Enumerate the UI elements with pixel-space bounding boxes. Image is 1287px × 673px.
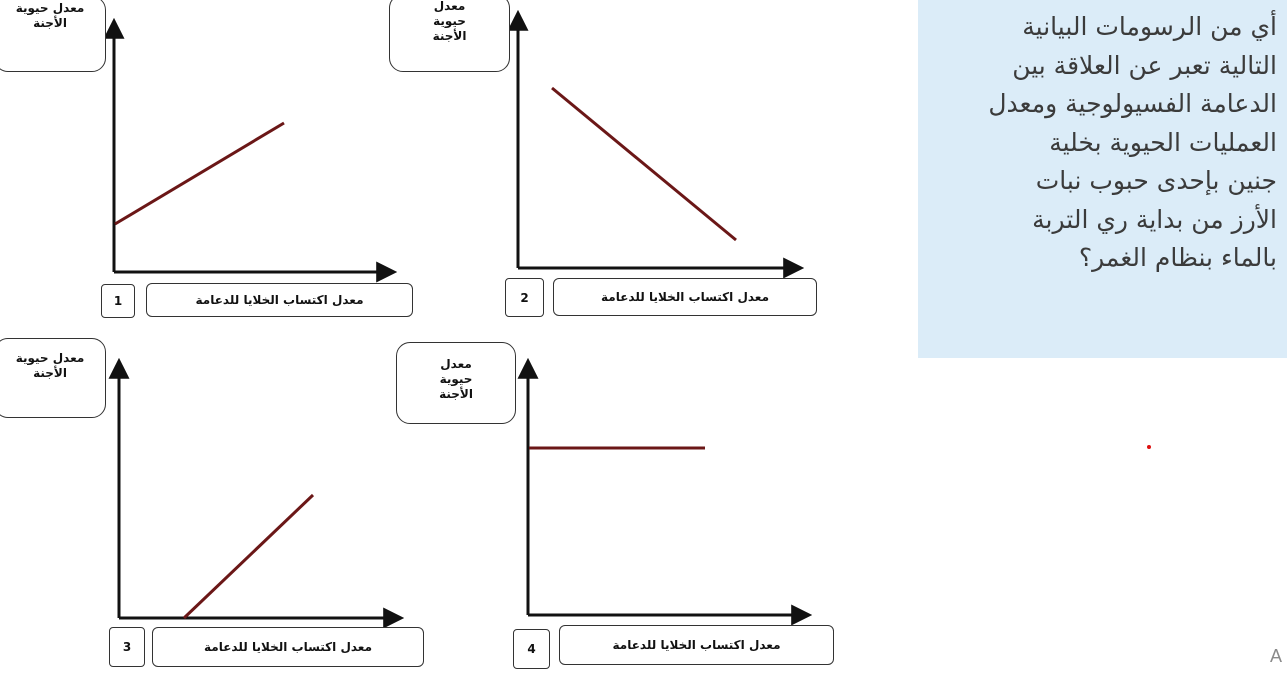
graph-1-y-label: معدل حيوية الأجنة bbox=[0, 0, 106, 72]
red-dot bbox=[1147, 445, 1151, 449]
graph-2-x-label: معدل اكتساب الخلايا للدعامة bbox=[553, 278, 817, 316]
graph-1-number: 1 bbox=[101, 284, 135, 318]
question-box bbox=[918, 0, 1287, 358]
graph-4-number: 4 bbox=[513, 629, 550, 669]
graph-2-y-label: معدل حيوية الأجنة bbox=[389, 0, 510, 72]
corner-letter: A bbox=[1270, 646, 1283, 666]
graph-1-curve bbox=[115, 123, 284, 224]
graph-3-y-label: معدل حيوية الأجنة bbox=[0, 338, 106, 418]
graph-4-x-label: معدل اكتساب الخلايا للدعامة bbox=[559, 625, 834, 665]
graph-3-x-label: معدل اكتساب الخلايا للدعامة bbox=[152, 627, 424, 667]
graph-2-curve bbox=[552, 88, 736, 240]
graph-4-y-label: معدل حيوية الأجنة bbox=[396, 342, 516, 424]
graph-4 bbox=[528, 362, 808, 615]
graph-2 bbox=[518, 14, 800, 268]
graph-1 bbox=[114, 22, 393, 272]
graph-2-number: 2 bbox=[505, 278, 544, 317]
graph-3 bbox=[119, 362, 400, 618]
question-text: أي من الرسومات البيانية التالية تعبر عن العلاقة بين الدعامة الفسيولوجية ومعدل العمليات الحيوية بخلية جنين بإحدى حبوب نبات الأرز من بداية ري التربة بالماء بنظام الغمر؟ bbox=[988, 12, 1277, 272]
graph-3-curve bbox=[184, 495, 313, 618]
graph-1-x-label: معدل اكتساب الخلايا للدعامة bbox=[146, 283, 413, 317]
graph-3-number: 3 bbox=[109, 627, 145, 667]
